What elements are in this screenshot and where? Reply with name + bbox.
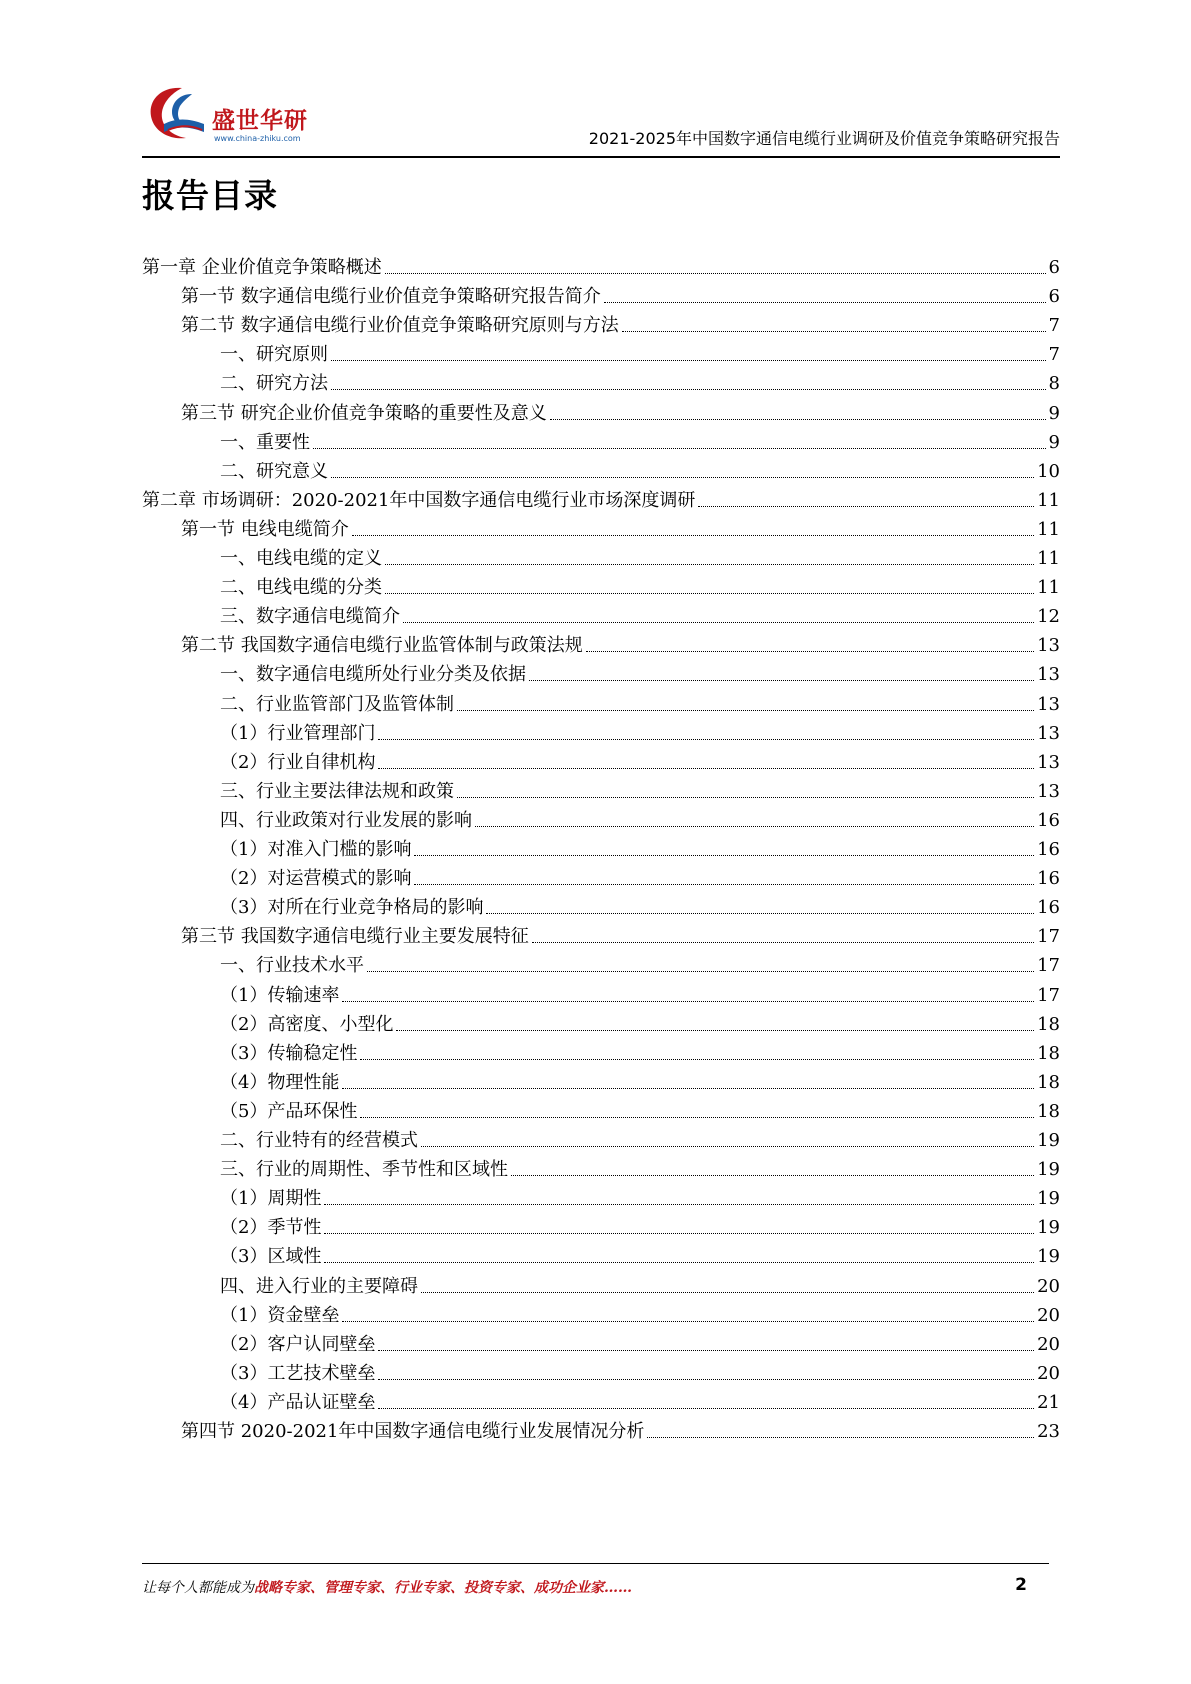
toc-entry[interactable]	[220, 597, 1060, 628]
toc-entry[interactable]	[220, 539, 1060, 570]
toc-dot-leader	[647, 1437, 1034, 1438]
toc-entry[interactable]	[220, 423, 1060, 454]
toc-page-number: 20	[1037, 1275, 1060, 1297]
toc-dot-leader	[367, 971, 1034, 972]
toc-dot-leader	[529, 680, 1034, 681]
toc-entry-label: 一、研究原则	[220, 344, 328, 366]
toc-entry[interactable]	[220, 1237, 1060, 1268]
toc-entry[interactable]	[142, 248, 1060, 279]
toc-page-number: 16	[1037, 809, 1060, 831]
toc-page-number: 16	[1037, 897, 1060, 919]
slogan-emphasis: 战略专家、管理专家、行业专家、投资专家、成功企业家……	[254, 1580, 632, 1596]
toc-dot-leader	[396, 1030, 1034, 1031]
toc-entry-label: 二、研究意义	[220, 460, 328, 482]
toc-entry-label: （5）产品环保性	[220, 1100, 358, 1122]
slogan-prefix: 让每个人都能成为	[142, 1580, 254, 1596]
toc-page-number: 19	[1037, 1159, 1060, 1181]
toc-entry-label: 二、行业监管部门及监管体制	[220, 693, 454, 715]
toc-page-number: 23	[1037, 1421, 1060, 1442]
toc-dot-leader	[550, 419, 1046, 420]
toc-dot-leader	[342, 1001, 1034, 1002]
toc-entry[interactable]	[220, 772, 1060, 803]
page-number: 2	[1015, 1575, 1027, 1595]
toc-entry-label: 三、行业主要法律法规和政策	[220, 780, 454, 802]
toc-entry[interactable]	[220, 1063, 1060, 1094]
toc-entry[interactable]	[220, 801, 1060, 832]
toc-page-number: 13	[1037, 751, 1060, 773]
toc-page-number: 13	[1037, 664, 1060, 686]
toc-entry-label: （1）对准入门槛的影响	[220, 839, 412, 860]
toc-dot-leader	[403, 622, 1034, 623]
toc-entry-label: 四、行业政策对行业发展的影响	[220, 809, 472, 831]
toc-entry-label: 三、行业的周期性、季节性和区域性	[220, 1159, 508, 1181]
toc-page-number: 11	[1037, 548, 1060, 569]
toc-entry[interactable]	[220, 1034, 1060, 1065]
toc-entry[interactable]	[220, 1150, 1060, 1181]
toc-entry[interactable]	[181, 510, 1060, 541]
toc-entry-label: 第四节 2020-2021年中国数字通信电缆行业发展情况分析	[181, 1421, 645, 1442]
toc-entry[interactable]	[220, 714, 1060, 745]
toc-dot-leader	[342, 1088, 1034, 1089]
toc-page-number: 13	[1037, 722, 1060, 744]
document-title: 2021-2025年中国数字通信电缆行业调研及价值竞争策略研究报告	[588, 129, 1060, 148]
toc-page-number: 11	[1037, 518, 1060, 540]
toc-entry[interactable]	[220, 1296, 1060, 1327]
toc-page-number: 19	[1037, 1246, 1060, 1268]
toc-dot-leader	[324, 1262, 1034, 1263]
toc-dot-leader	[457, 710, 1034, 711]
toc-page-number: 16	[1037, 839, 1060, 860]
toc-entry[interactable]	[220, 568, 1060, 599]
toc-entry[interactable]	[181, 1412, 1060, 1443]
toc-page-number: 19	[1037, 1217, 1060, 1239]
toc-entry[interactable]	[181, 394, 1060, 425]
toc-page-number: 19	[1037, 1188, 1060, 1210]
toc-entry[interactable]	[220, 685, 1060, 716]
toc-dot-leader	[342, 1321, 1034, 1322]
toc-page-number: 18	[1037, 1013, 1060, 1035]
toc-dot-leader	[378, 768, 1034, 769]
toc-page-number: 10	[1037, 460, 1060, 482]
toc-page-number: 17	[1037, 926, 1060, 948]
toc-dot-leader	[486, 913, 1034, 914]
toc-page-number: 13	[1037, 780, 1060, 802]
toc-dot-leader	[475, 826, 1034, 827]
toc-entry[interactable]	[220, 655, 1060, 686]
toc-page-number: 6	[1048, 286, 1060, 308]
toc-dot-leader	[421, 1146, 1034, 1147]
toc-entry-label: （3）对所在行业竞争格局的影响	[220, 897, 484, 919]
toc-dot-leader	[378, 1408, 1034, 1409]
toc-entry-label: （3）工艺技术壁垒	[220, 1362, 376, 1384]
toc-dot-leader	[511, 1175, 1034, 1176]
toc-dot-leader	[622, 331, 1046, 332]
toc-page-number: 7	[1048, 344, 1060, 366]
toc-entry-label: 一、数字通信电缆所处行业分类及依据	[220, 664, 526, 686]
toc-page-number: 12	[1037, 606, 1060, 628]
toc-entry[interactable]	[181, 277, 1060, 308]
toc-entry-label: （2）行业自律机构	[220, 751, 376, 773]
toc-entry-label: 四、进入行业的主要障碍	[220, 1275, 418, 1297]
toc-entry-label: （1）传输速率	[220, 984, 340, 1006]
toc-entry-label: 第三节 我国数字通信电缆行业主要发展特征	[181, 926, 529, 948]
toc-page-number: 17	[1037, 984, 1060, 1006]
toc-dot-leader	[378, 739, 1034, 740]
toc-entry[interactable]	[220, 946, 1060, 977]
toc-entry-label: （1）行业管理部门	[220, 722, 376, 744]
toc-entry-label: 第一章 企业价值竞争策略概述	[142, 257, 382, 278]
toc-entry-label: （3）区域性	[220, 1246, 322, 1268]
toc-dot-leader	[324, 1233, 1034, 1234]
toc-entry-label: 一、电线电缆的定义	[220, 548, 382, 569]
toc-page-number: 11	[1037, 489, 1060, 511]
toc-entry[interactable]	[181, 626, 1060, 657]
header-divider	[142, 156, 1060, 158]
toc-entry-label: （3）传输稳定性	[220, 1042, 358, 1064]
toc-page-number: 9	[1048, 431, 1060, 453]
toc-dot-leader	[331, 389, 1046, 390]
toc-dot-leader	[385, 273, 1046, 274]
toc-entry-label: 一、行业技术水平	[220, 955, 364, 977]
toc-entry[interactable]	[220, 830, 1060, 861]
toc-entry-label: 第一节 数字通信电缆行业价值竞争策略研究报告简介	[181, 286, 601, 308]
toc-entry[interactable]	[220, 1121, 1060, 1152]
toc-dot-leader	[385, 593, 1034, 594]
toc-entry[interactable]	[181, 306, 1060, 337]
toc-entry-label: 一、重要性	[220, 431, 310, 453]
toc-dot-leader	[331, 477, 1034, 478]
toc-page-number: 17	[1037, 955, 1060, 977]
toc-dot-leader	[532, 942, 1034, 943]
toc-entry-label: （4）物理性能	[220, 1071, 340, 1093]
toc-entry-label: 二、电线电缆的分类	[220, 577, 382, 599]
toc-dot-leader	[378, 1350, 1034, 1351]
toc-page-number: 9	[1048, 402, 1060, 424]
toc-entry-label: 第二节 数字通信电缆行业价值竞争策略研究原则与方法	[181, 315, 619, 337]
toc-page-number: 18	[1037, 1071, 1060, 1093]
toc-dot-leader	[331, 360, 1046, 361]
toc-entry[interactable]	[220, 335, 1060, 366]
toc-page-number: 13	[1037, 693, 1060, 715]
toc-entry[interactable]	[181, 917, 1060, 948]
toc-page-number: 20	[1037, 1304, 1060, 1326]
toc-entry[interactable]	[220, 743, 1060, 774]
footer-slogan	[142, 1577, 632, 1597]
toc-page-number: 16	[1037, 868, 1060, 890]
toc-dot-leader	[360, 1059, 1034, 1060]
toc-entry-label: （2）客户认同壁垒	[220, 1333, 376, 1355]
toc-dot-leader	[352, 535, 1034, 536]
toc-entry-label: 第三节 研究企业价值竞争策略的重要性及意义	[181, 402, 547, 424]
toc-entry[interactable]	[220, 1005, 1060, 1036]
toc-dot-leader	[604, 302, 1046, 303]
toc-page-number: 11	[1037, 577, 1060, 599]
toc-entry[interactable]	[220, 976, 1060, 1007]
toc-page-number: 7	[1048, 315, 1060, 337]
toc-dot-leader	[457, 797, 1034, 798]
toc-entry[interactable]	[220, 452, 1060, 483]
toc-entry-label: 第二节 我国数字通信电缆行业监管体制与政策法规	[181, 635, 583, 657]
company-logo	[142, 80, 312, 150]
toc-dot-leader	[421, 1292, 1034, 1293]
toc-page-number: 19	[1037, 1130, 1060, 1151]
footer-divider	[142, 1563, 1049, 1564]
toc-page-number: 6	[1048, 257, 1060, 278]
toc-entry-label: （1）资金壁垒	[220, 1304, 340, 1326]
toc-entry[interactable]	[220, 1179, 1060, 1210]
toc-dot-leader	[313, 448, 1046, 449]
toc-entry-label: （2）高密度、小型化	[220, 1013, 394, 1035]
brand-url: www.china-zhiku.com	[214, 134, 301, 143]
toc-entry[interactable]	[220, 1354, 1060, 1385]
toc-dot-leader	[414, 855, 1034, 856]
toc-entry-label: 第一节 电线电缆简介	[181, 518, 349, 540]
toc-page-number: 18	[1037, 1042, 1060, 1064]
brand-name: 盛世华研	[212, 108, 308, 134]
page-header	[142, 80, 1060, 158]
toc-entry-label: （1）周期性	[220, 1188, 322, 1210]
toc-page-number: 18	[1037, 1100, 1060, 1122]
logo-emblem-icon	[142, 80, 222, 148]
toc-dot-leader	[360, 1117, 1034, 1118]
toc-dot-leader	[414, 884, 1034, 885]
toc-entry-label: （2）对运营模式的影响	[220, 868, 412, 890]
toc-entry[interactable]	[220, 1092, 1060, 1123]
page-footer	[142, 1575, 1049, 1599]
toc-entry[interactable]	[142, 481, 1060, 512]
toc-entry[interactable]	[220, 1267, 1060, 1298]
toc-entry[interactable]	[220, 859, 1060, 890]
toc-page-number: 13	[1037, 635, 1060, 657]
toc-dot-leader	[586, 651, 1034, 652]
toc-entry[interactable]	[220, 1383, 1060, 1414]
toc-entry-label: 二、研究方法	[220, 373, 328, 395]
toc-entry-label: （2）季节性	[220, 1217, 322, 1239]
toc-entry-label: 第二章 市场调研：2020-2021年中国数字通信电缆行业市场深度调研	[142, 489, 696, 511]
toc-heading: 报告目录	[142, 176, 278, 215]
toc-dot-leader	[698, 506, 1034, 507]
toc-entry[interactable]	[220, 364, 1060, 395]
toc-entry[interactable]	[220, 1325, 1060, 1356]
toc-page-number: 20	[1037, 1333, 1060, 1355]
toc-page-number: 8	[1048, 373, 1060, 395]
toc-entry-label: （4）产品认证壁垒	[220, 1391, 376, 1413]
toc-dot-leader	[385, 564, 1034, 565]
toc-dot-leader	[324, 1204, 1034, 1205]
toc-entry-label: 三、数字通信电缆简介	[220, 606, 400, 628]
toc-dot-leader	[378, 1379, 1034, 1380]
toc-entry-label: 二、行业特有的经营模式	[220, 1130, 418, 1151]
toc-page-number: 20	[1037, 1362, 1060, 1384]
toc-entry[interactable]	[220, 1208, 1060, 1239]
toc-page-number: 21	[1037, 1391, 1060, 1413]
toc-entry[interactable]	[220, 888, 1060, 919]
